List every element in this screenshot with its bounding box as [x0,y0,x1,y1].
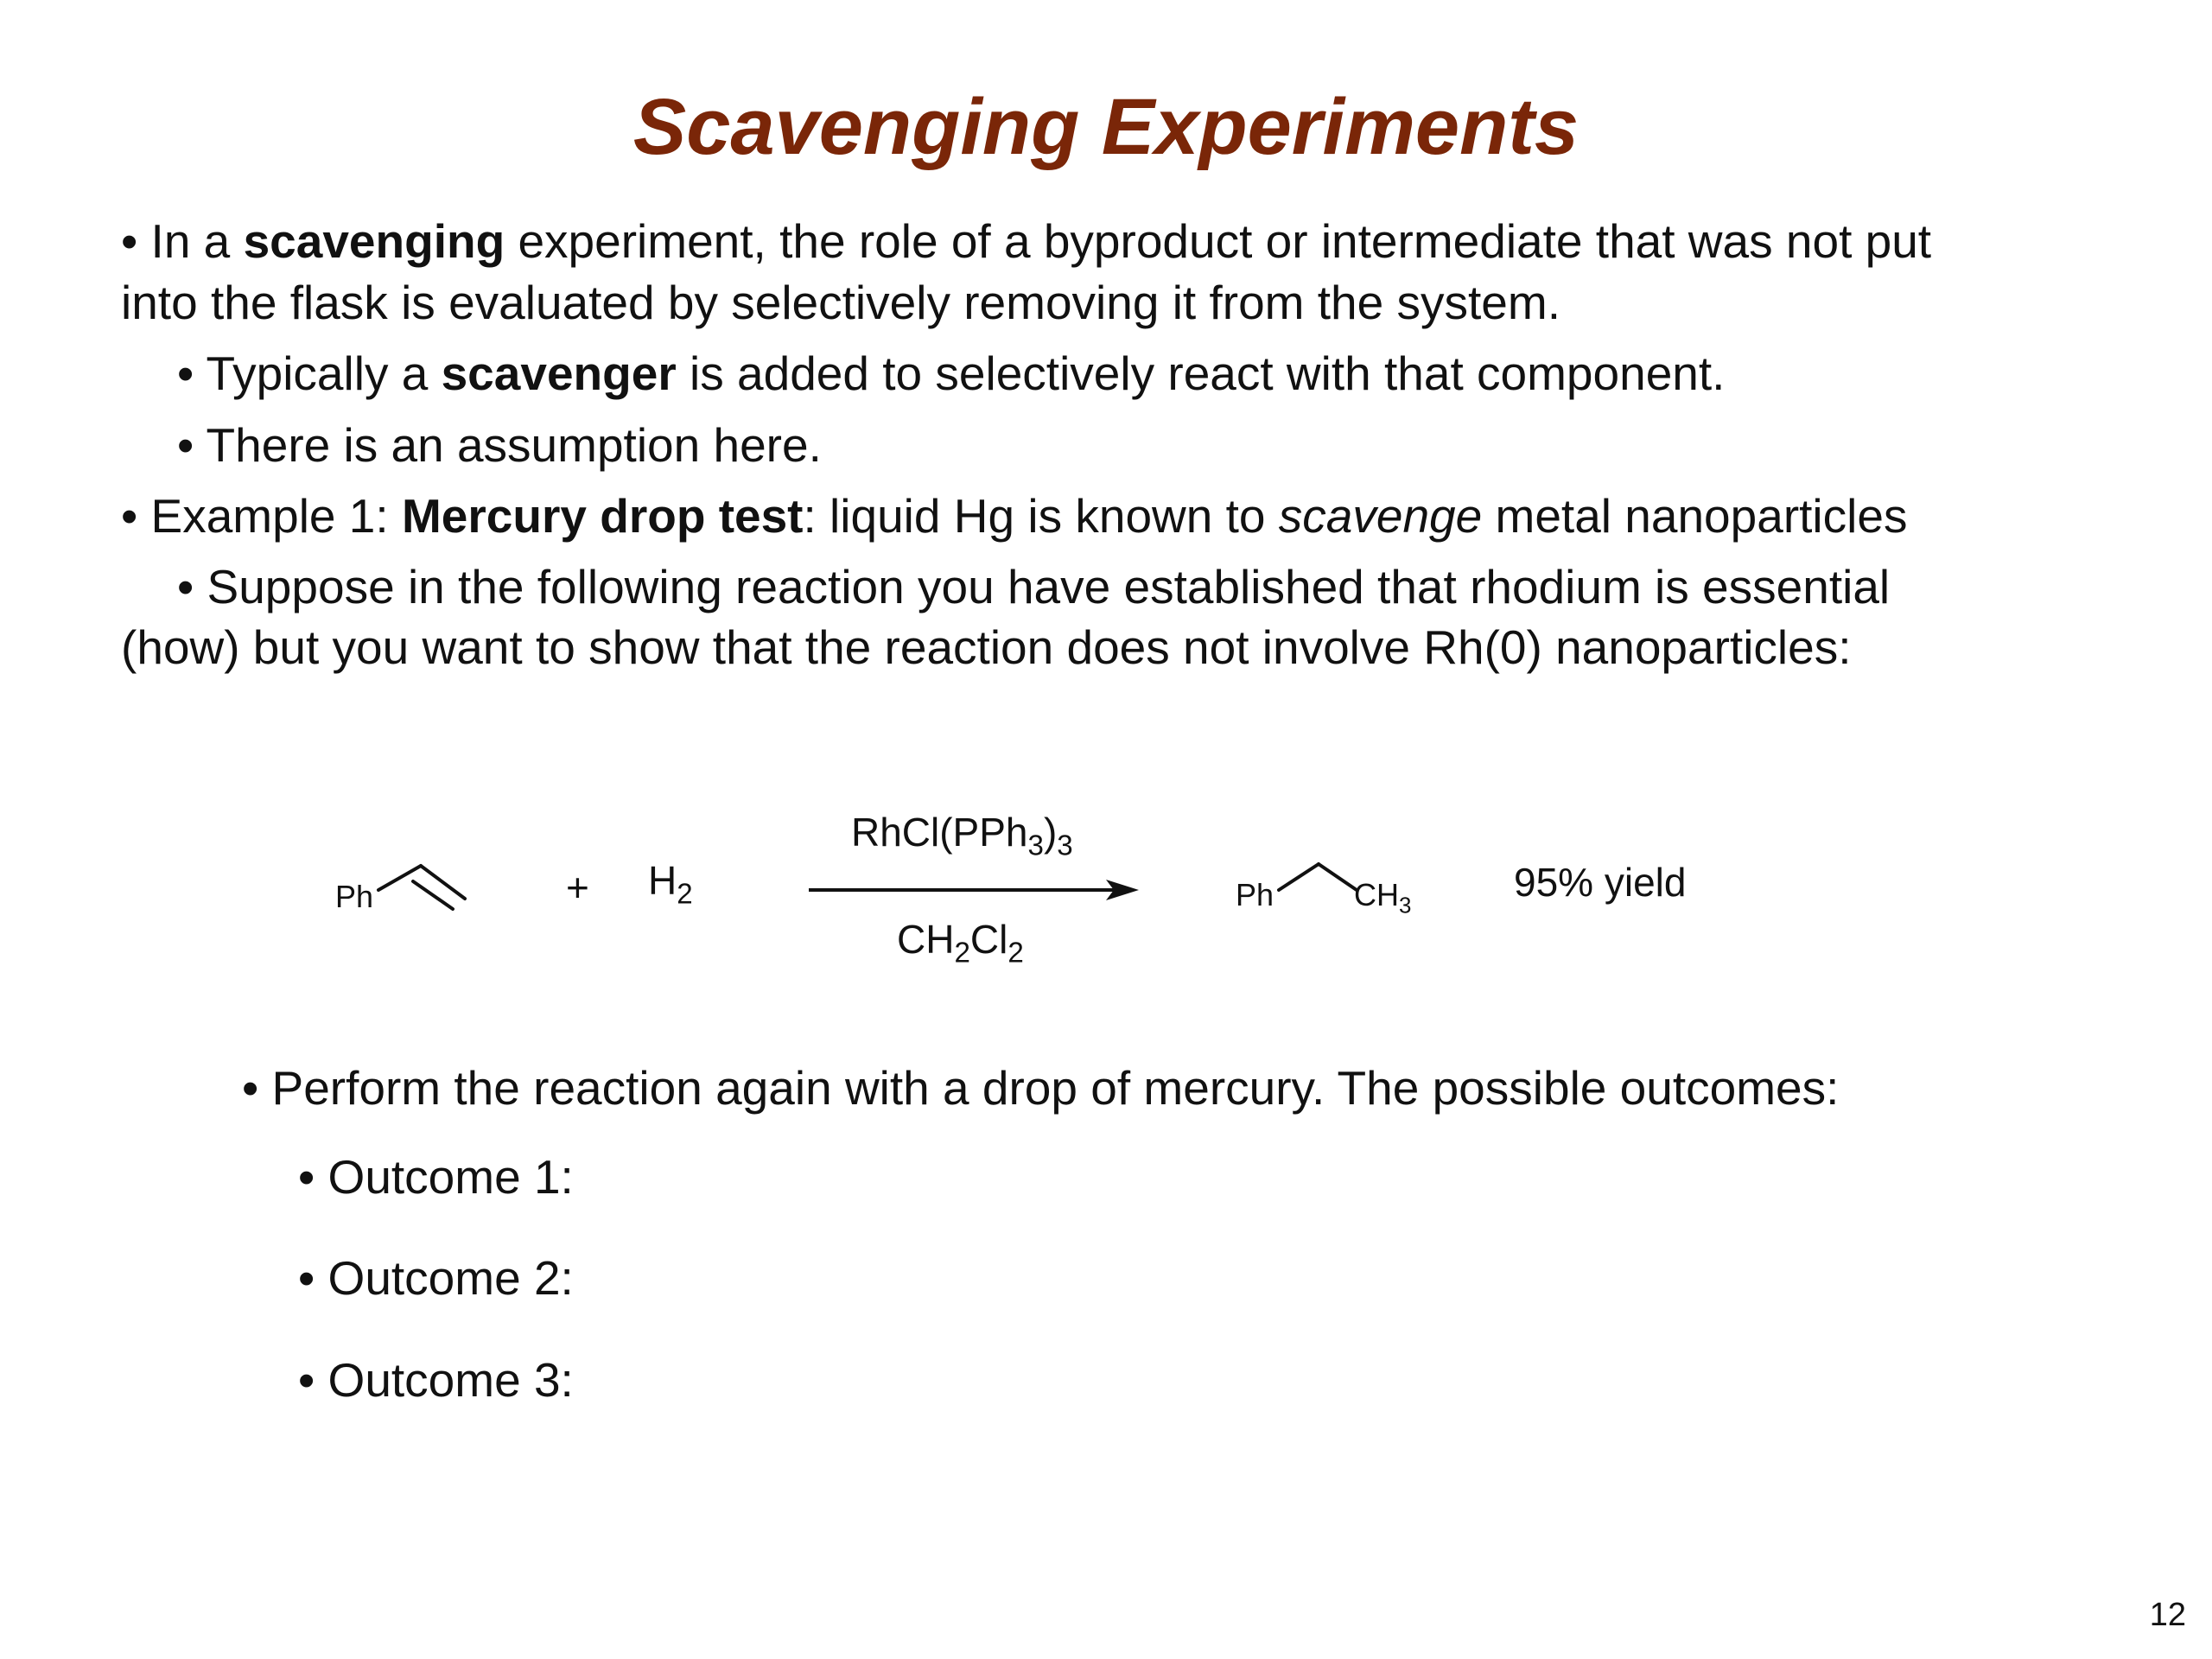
bold-term: scavenger [441,346,677,400]
catalyst-subscript: 3 [1027,830,1044,862]
ch3-subscript: 3 [1399,893,1412,918]
catalyst-main: RhCl(PPh [851,810,1028,855]
sub-bullet-suppose: • Suppose in the following reaction you have established that rhodium is essential [177,560,1891,613]
bold-term: scavenging [243,214,505,268]
h2-subscript: 2 [677,878,693,911]
outcome-3: • Outcome 3: [298,1353,574,1407]
sub-bullet-assumption: • There is an assumption here. [177,418,822,472]
page-number: 12 [2149,1597,2186,1633]
bullet-text: • Example 1: [121,489,402,543]
styrene-structure [378,866,465,909]
solvent-subscript: 2 [954,937,970,969]
outcome-1: • Outcome 1: [298,1150,574,1204]
ch3-main: CH [1354,877,1399,912]
bullet-example-1 [121,489,1908,543]
bullet-perform-reaction: • Perform the reaction again with a drop of mercury. The possible outcomes: [242,1061,1840,1115]
catalyst-subscript: 3 [1057,830,1073,862]
hydrogen-reagent [648,858,693,911]
bullet-text: • Typically a [177,346,442,400]
bullet-scavenging-definition-cont: into the flask is evaluated by selectively removing it from the system. [121,276,1560,329]
product-ph-label: Ph [1236,877,1274,912]
product-ch3-label [1354,877,1412,918]
catalyst-close: ) [1043,810,1058,855]
slide-title: Scavenging Experiments [632,83,1580,171]
reaction-arrow [809,880,1139,900]
h2-main: H [648,858,677,903]
italic-term: scavenge [1278,489,1483,543]
bullet-text: • In a [121,214,244,268]
bullet-text: : liquid Hg is known to [803,489,1279,543]
solvent-main: Cl [969,917,1008,962]
sub-bullet-suppose-cont: (how) but you want to show that the reaction does not involve Rh(0) nanoparticles: [121,620,1852,674]
yield-label: 95% yield [1514,860,1687,905]
styrene-ph-label: Ph [335,879,374,914]
solvent-main: CH [897,917,955,962]
catalyst-label [851,810,1073,862]
ethylbenzene-structure [1279,864,1357,890]
outcome-2: • Outcome 2: [298,1251,574,1305]
bullet-scavenging-definition [121,214,1932,268]
bullet-text: experiment, the role of a byproduct or intermediate that was not put [505,214,1932,268]
bullet-text: metal nanoparticles [1482,489,1908,543]
solvent-subscript: 2 [1007,937,1024,969]
plus-sign: + [566,865,589,910]
solvent-label [897,917,1024,969]
sub-bullet-scavenger [177,346,1726,400]
bullet-text: is added to selectively react with that component. [676,346,1726,400]
bold-term: Mercury drop test [401,489,804,543]
